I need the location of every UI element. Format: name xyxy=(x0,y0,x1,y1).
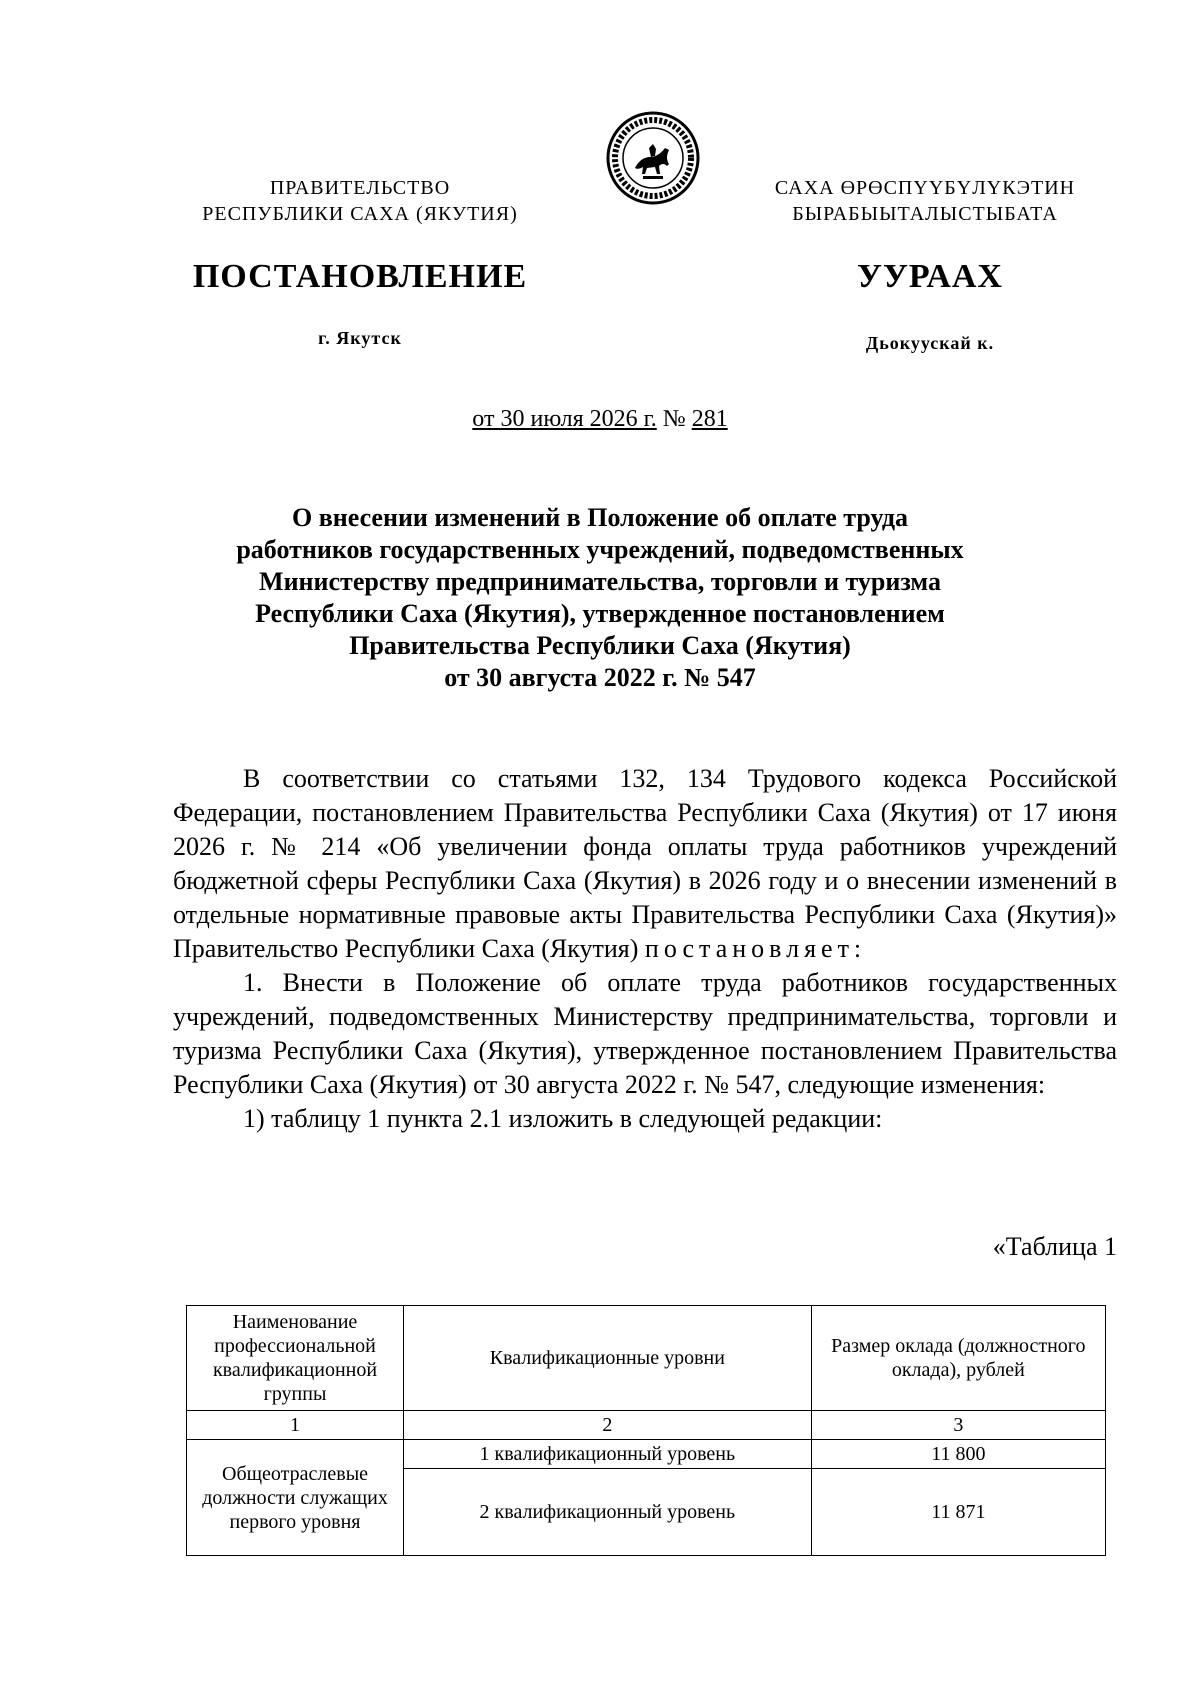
emblem-icon xyxy=(605,110,701,206)
group-name-cell: Общеотраслевые должности служащих первого уровня xyxy=(187,1440,404,1556)
column-number-2: 2 xyxy=(404,1411,812,1440)
preamble-paragraph xyxy=(173,762,1117,966)
title-line-6: от 30 августа 2022 г. № 547 xyxy=(444,663,756,692)
government-name-line-1: ПРАВИТЕЛЬСТВО xyxy=(269,177,451,199)
table-header-row xyxy=(187,1306,1106,1411)
city-russian: г. Якутск xyxy=(318,328,402,348)
subclause-1-paragraph: 1) таблицу 1 пункта 2.1 изложить в следующей редакции: xyxy=(243,1104,883,1133)
number-prefix: № xyxy=(656,406,692,432)
date-prefix: от xyxy=(472,406,501,432)
column-number-3: 3 xyxy=(811,1411,1105,1440)
header-salary: Размер оклада (должностного оклада), рублей xyxy=(811,1306,1105,1411)
document-number: 281 xyxy=(691,406,728,432)
level-cell: 1 квалификационный уровень xyxy=(404,1440,812,1469)
government-name-yakut xyxy=(735,175,1115,227)
table-row xyxy=(187,1440,1106,1469)
document-type-russian: ПОСТАНОВЛЕНИЕ xyxy=(192,258,528,295)
government-name-yakut-line-2: БЫРАБЫЫТАЛЫСТЫБАТА xyxy=(792,203,1058,225)
salary-cell: 11 871 xyxy=(811,1469,1105,1556)
header-group-name: Наименование профессиональной квалификационной группы xyxy=(187,1306,404,1411)
city-yakut: Дьокуускай к. xyxy=(865,333,995,353)
column-number-1: 1 xyxy=(187,1411,404,1440)
title-line-2: работников государственных учреждений, подведомственных xyxy=(236,535,964,564)
title-line-4: Республики Саха (Якутия), утвержденное постановлением xyxy=(255,599,945,628)
clause-1-paragraph: 1. Внести в Положение об оплате труда работников государственных учреждений, подведомственных Министерству предпринимательства, торговли и туризма Республики Саха (Якутия), утвержденное постановлением Правительства Республики Саха (Якутия) от 30 августа 2022 г. № 547, следующие изменения: xyxy=(173,968,1117,1099)
government-name-russian xyxy=(160,175,560,227)
document-body xyxy=(173,762,1117,1136)
document-title xyxy=(200,502,1000,694)
level-cell: 2 квалификационный уровень xyxy=(404,1469,812,1556)
title-line-3: Министерству предпринимательства, торговли и туризма xyxy=(259,567,941,596)
preamble-text: В соответствии со статьями 132, 134 Трудового кодекса Российской Федерации, постановлением Правительства Республики Саха (Якутия) от 17 июня 2026 г. № 214 «Об увеличении фонда оплаты труда работников учреждений бюджетной сферы Республики Саха (Якутия) в 2026 году и о внесении изменений в отдельные нормативные правовые акты Правительства Республики Саха (Якутия)» Правительство Республики Саха (Якутия) xyxy=(173,764,1117,963)
title-line-5: Правительства Республики Саха (Якутия) xyxy=(349,631,851,660)
table-caption: «Таблица 1 xyxy=(992,1232,1117,1261)
salary-table xyxy=(186,1305,1106,1556)
document-type-yakut: УУРААХ xyxy=(857,258,1003,295)
document-date: 30 июля 2026 г. xyxy=(500,406,657,432)
title-line-1: О внесении изменений в Положение об оплате труда xyxy=(291,503,909,532)
salary-cell: 11 800 xyxy=(811,1440,1105,1469)
resolves-word: постановляет: xyxy=(644,934,867,963)
header-qualification-levels: Квалификационные уровни xyxy=(404,1306,812,1411)
government-name-yakut-line-1: САХА ӨРӨСПҮҮБҮЛҮКЭТИН xyxy=(774,177,1076,199)
document-date-number xyxy=(0,406,1200,433)
table-column-numbers-row xyxy=(187,1411,1106,1440)
government-name-line-2: РЕСПУБЛИКИ САХА (ЯКУТИЯ) xyxy=(202,203,518,225)
